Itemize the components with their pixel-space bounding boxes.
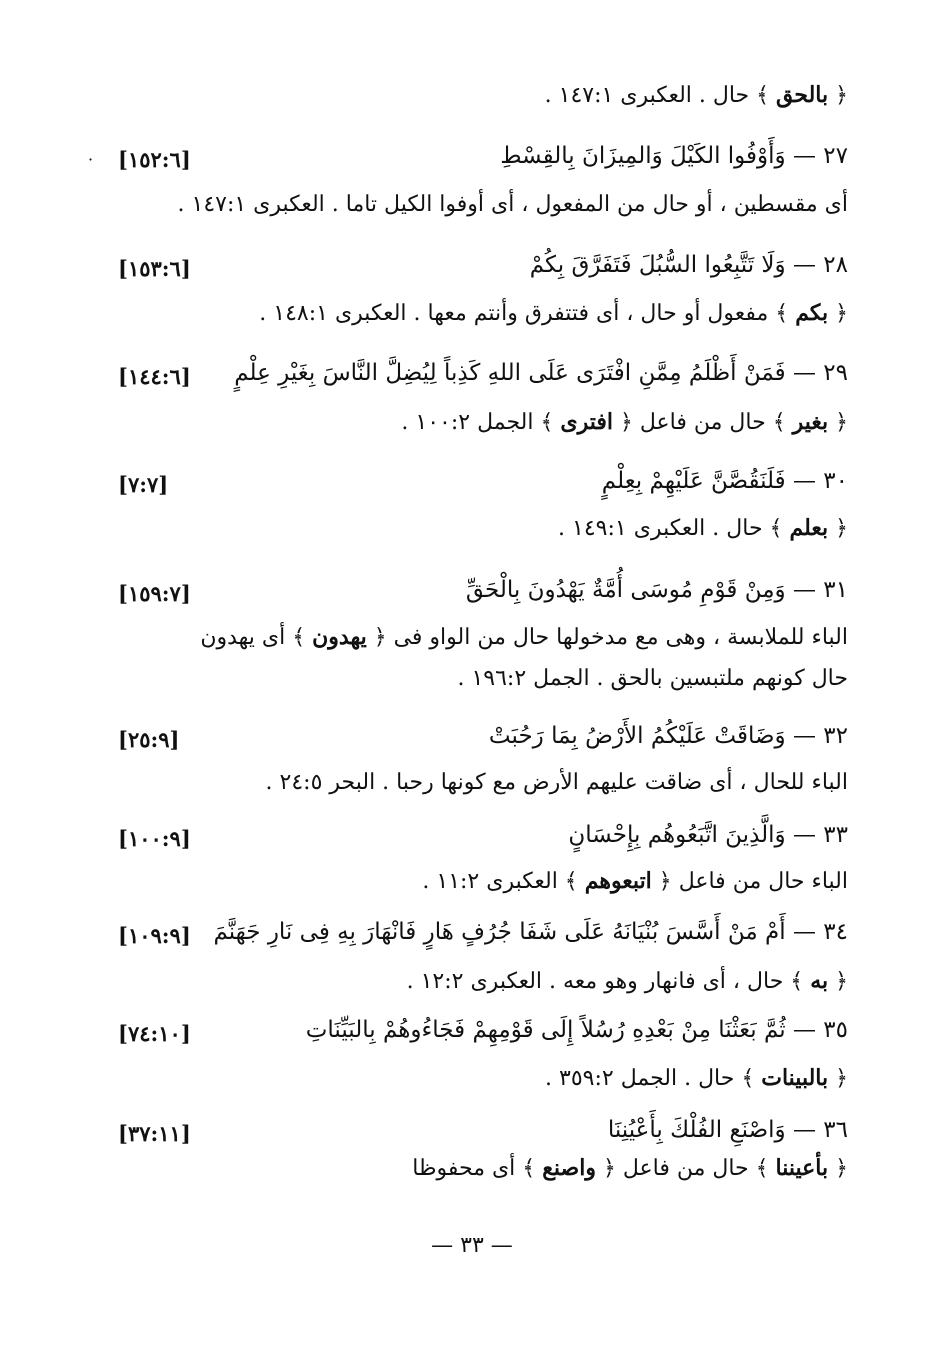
- verse-line: ٣٠ — فَلَنَقُصَّنَّ عَلَيْهِمْ بِعِلْمٍ: [601, 468, 848, 494]
- commentary-text: ﴾ أى محفوظا: [412, 1156, 543, 1181]
- commentary-text: ﴾ مفعول أو حال ، أى فتتفرق وأنتم معها . العكبرى ١٤٨:١ .: [259, 301, 796, 326]
- commentary-text: ﴿: [828, 969, 848, 994]
- commentary-line: [118, 619, 848, 655]
- commentary-text: ﴾ العكبرى ١١:٢ .: [422, 869, 585, 894]
- verse-reference: [١٠٩:٩]: [118, 923, 191, 948]
- commentary-line: [118, 963, 848, 999]
- page-number: — ٣٣ —: [431, 1233, 513, 1258]
- verse-reference: [٢٥:٩]: [118, 727, 180, 752]
- verse-line: ٢٨ — وَلَا تَتَّبِعُوا السُّبُلَ فَتَفَرَّقَ بِكُمْ: [529, 252, 848, 278]
- quoted-term: بالبينات: [761, 1065, 829, 1091]
- verse-reference: [٧:٧]: [118, 472, 169, 497]
- verse-line: ٣١ — وَمِنْ قَوْمِ مُوسَى أُمَّةٌ يَهْدُونَ بِالْحَقِّ: [465, 577, 848, 603]
- quoted-term: بكم: [795, 300, 829, 326]
- quoted-term: بالحق: [776, 82, 829, 108]
- commentary-line: [118, 295, 848, 331]
- commentary-text: ﴾ حال ، أى فانهار وهو معه . العكبرى ١٢:٢ .: [406, 969, 811, 994]
- verse-reference: [١٥٩:٧]: [118, 581, 191, 606]
- commentary-text: ﴿: [828, 83, 848, 108]
- verse-reference: [٧٤:١٠]: [118, 1021, 191, 1046]
- commentary-text: ﴿: [828, 1156, 848, 1181]
- commentary-text: الباء للحال ، أى ضاقت عليهم الأرض مع كونها رحبا . البحر ٢٤:٥ .: [265, 770, 848, 795]
- verse-line: ٣٣ — وَالَّذِينَ اتَّبَعُوهُم بِإِحْسَانٍ: [568, 822, 848, 848]
- commentary-line: [118, 765, 848, 801]
- quoted-term: يهدون: [312, 624, 367, 650]
- commentary-text: ﴾ حال . العكبرى ١٤٧:١ .: [544, 83, 777, 108]
- commentary-text: ﴿: [828, 301, 848, 326]
- commentary-text: ﴾ الجمل ١٠٠:٢ .: [401, 410, 561, 435]
- commentary-text: ﴿: [828, 1066, 848, 1091]
- quoted-term: به: [810, 968, 829, 994]
- commentary-line: [118, 77, 848, 113]
- commentary-text: ﴿: [828, 410, 848, 435]
- commentary-text: أى مقسطين ، أو حال من المفعول ، أى أوفوا الكيل تاما . العكبرى ١٤٧:١ .: [177, 192, 848, 217]
- commentary-text: حال كونهم ملتبسين بالحق . الجمل ١٩٦:٢ .: [457, 666, 848, 691]
- quoted-term: بأعيننا: [775, 1155, 829, 1181]
- commentary-line: [118, 1060, 848, 1096]
- quoted-term: بغير: [792, 409, 829, 435]
- commentary-line: [118, 1150, 848, 1186]
- verse-reference: [١٠٠:٩]: [118, 826, 191, 851]
- commentary-text: ﴾ أى يهدون: [200, 625, 313, 650]
- quoted-term: بعلم: [789, 515, 829, 541]
- quoted-term: اتبعوهم: [584, 868, 652, 894]
- verse-line: ٣٦ — وَاصْنَعِ الفُلْكَ بِأَعْيُنِنَا: [607, 1117, 848, 1143]
- quoted-term: واصنع: [542, 1155, 596, 1181]
- commentary-line: [118, 863, 848, 899]
- verse-line: ٣٤ — أَمْ مَنْ أَسَّسَ بُنْيَانَهُ عَلَى شَفَا جُرُفٍ هَارٍ فَانْهَارَ بِهِ فِى نَارِ جَهَنَّمَ: [213, 919, 848, 945]
- quoted-term: افترى: [560, 409, 614, 435]
- commentary-text: الباء للملابسة ، وهى مع مدخولها حال من الواو فى ﴿: [366, 625, 848, 650]
- verse-reference: [١٥٣:٦]: [118, 256, 191, 281]
- commentary-text: ﴾ حال . الجمل ٣٥٩:٢ .: [545, 1066, 762, 1091]
- commentary-text: الباء حال من فاعل ﴿: [651, 869, 848, 894]
- commentary-text: ﴾ حال من فاعل ﴿: [595, 1156, 776, 1181]
- verse-line: ٢٧ — وَأَوْفُوا الكَيْلَ وَالمِيزَانَ بِالقِسْطِ: [500, 143, 848, 169]
- verse-reference: [١٤٤:٦]: [118, 364, 191, 389]
- verse-reference: [٣٧:١١]: [118, 1121, 191, 1146]
- commentary-text: ﴾ حال من فاعل ﴿: [613, 410, 793, 435]
- commentary-line: [118, 661, 848, 697]
- verse-line: ٣٥ — ثُمَّ بَعَثْنَا مِنْ بَعْدِهِ رُسُلاً إِلَى قَوْمِهِمْ فَجَاءُوهُمْ بِالبَيِّنَاتِ: [305, 1017, 848, 1043]
- commentary-line: [118, 510, 848, 546]
- commentary-line: [118, 404, 848, 440]
- verse-reference: [١٥٢:٦]: [118, 147, 191, 172]
- commentary-line: [118, 187, 848, 223]
- verse-line: ٢٩ — فَمَنْ أَظْلَمُ مِمَّنِ افْتَرَى عَلَى اللهِ كَذِباً لِيُضِلَّ النَّاسَ بِغَيْرِ عِلْمٍ: [234, 360, 848, 386]
- commentary-text: ﴾ حال . العكبرى ١٤٩:١ .: [558, 516, 790, 541]
- verse-line: ٣٢ — وَضَاقَتْ عَلَيْكُمُ الأَرْضُ بِمَا رَحُبَتْ: [488, 723, 848, 749]
- margin-mark: ·: [88, 150, 94, 169]
- commentary-text: ﴿: [828, 516, 848, 541]
